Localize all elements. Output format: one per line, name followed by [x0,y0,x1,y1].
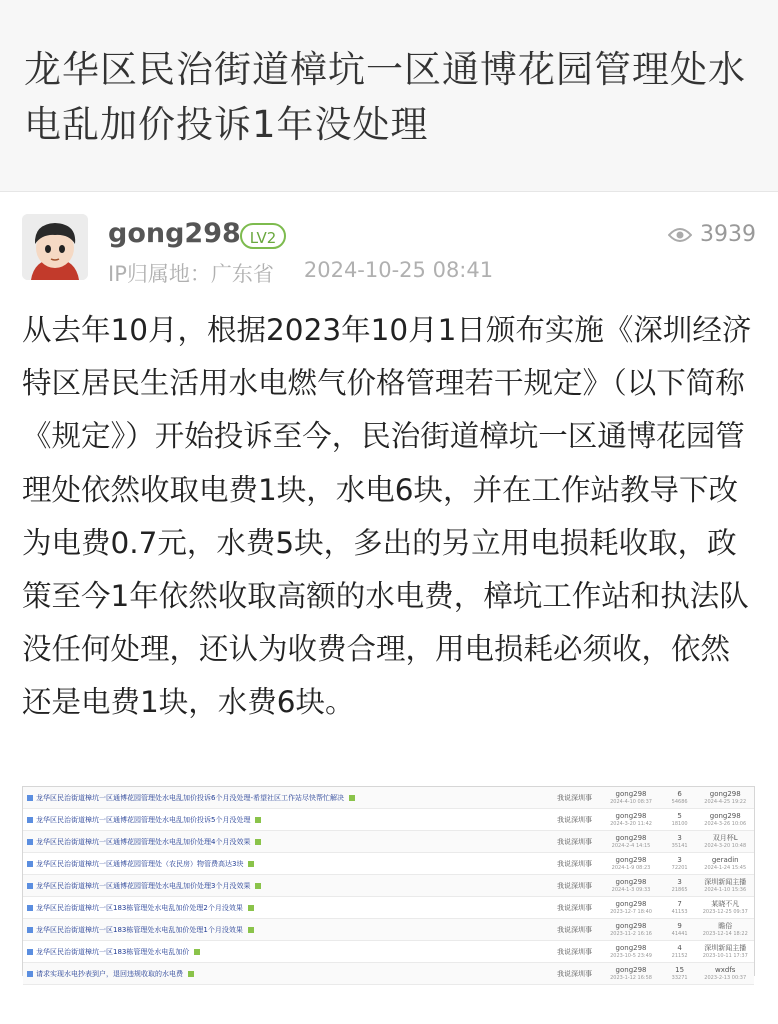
thread-last-post[interactable]: 双月杯L 2024-3-20 10:48 [704,833,747,849]
view-count [668,222,756,247]
thread-title-text[interactable]: 龙华区民治街道樟坑一区183栋管理处水电乱加价处理1个月没效果 [36,925,243,934]
thread-stats: 7 41153 [671,899,688,915]
username[interactable]: gong298 [108,218,241,249]
thread-last-post[interactable]: 深圳新闻主播 2024-1-10 15:36 [704,877,747,893]
avatar-cartoon-icon [22,214,88,280]
thread-title[interactable] [23,881,550,891]
image-attachment-icon [188,971,194,977]
thread-title[interactable] [23,925,550,935]
thread-author[interactable]: gong298 2024-1-3 09:33 [611,877,651,893]
thread-icon [27,971,33,977]
thread-stats: 3 21865 [671,877,688,893]
post-meta [108,258,493,288]
thread-last-post[interactable]: geradin 2024-1-24 15:45 [704,855,747,871]
thread-title[interactable] [23,859,550,869]
thread-row[interactable] [23,831,754,853]
image-attachment-icon [248,927,254,933]
thread-row[interactable] [23,963,754,985]
post-timestamp: 2024-10-25 08:41 [303,258,494,282]
thread-stats: 9 41441 [671,921,688,937]
thread-stats: 5 18100 [671,811,688,827]
thread-category[interactable]: 我说深圳事 [556,837,592,846]
thread-title-text[interactable]: 龙华区民治街道樟坑一区通博花园管理处（农民房）物管费高达3块 [36,859,244,868]
ip-location: IP归属地：广东省 [108,262,274,286]
image-attachment-icon [255,817,261,823]
image-attachment-icon [349,795,355,801]
thread-icon [27,883,33,889]
post-title: 龙华区民治街道樟坑一区通博花园管理处水电乱加价投诉1年没处理 [24,48,746,146]
thread-author[interactable]: gong298 2024-3-20 11:42 [610,811,652,827]
thread-category[interactable]: 我说深圳事 [556,925,592,934]
thread-title-text[interactable]: 龙华区民治街道樟坑一区183栋管理处水电乱加价处理2个月没效果 [36,903,243,912]
thread-title-text[interactable]: 龙华区民治街道樟坑一区通博花园管理处水电乱加价处理3个月没效果 [36,881,251,890]
thread-row[interactable] [23,809,754,831]
thread-title[interactable] [23,837,550,847]
embedded-thread-list-image[interactable] [22,786,755,981]
thread-stats: 3 35141 [671,833,688,849]
image-attachment-icon [248,905,254,911]
thread-stats: 4 21152 [671,943,688,959]
thread-row[interactable] [23,897,754,919]
thread-last-post[interactable]: gong298 2024-4-25 19:22 [704,789,747,805]
thread-category[interactable]: 我说深圳事 [556,903,592,912]
thread-icon [27,949,33,955]
thread-category[interactable]: 我说深圳事 [556,815,592,824]
thread-title-text[interactable]: 龙华区民治街道樟坑一区通博花园管理处水电乱加价处理4个月没效果 [36,837,251,846]
thread-title[interactable] [23,903,550,913]
thread-author[interactable]: gong298 2024-4-10 08:37 [610,789,652,805]
thread-stats: 3 72201 [671,855,688,871]
thread-icon [27,817,33,823]
view-count-value: 3939 [700,222,756,247]
image-attachment-icon [255,839,261,845]
thread-title[interactable] [23,947,550,957]
thread-last-post[interactable]: wxdfs 2023-2-13 00:37 [704,965,747,981]
thread-icon [27,905,33,911]
thread-category[interactable]: 我说深圳事 [556,859,592,868]
thread-author[interactable]: gong298 2024-2-4 14:15 [611,833,651,849]
thread-title-text[interactable]: 龙华区民治街道樟坑一区通博花园管理处水电乱加价投诉6个月没处理-希望社区工作站尽快帮忙解决 [36,793,344,802]
thread-title-text[interactable]: 龙华区民治街道樟坑一区183栋管理处水电乱加价 [36,947,190,956]
thread-title-text[interactable]: 龙华区民治街道樟坑一区通博花园管理处水电乱加价投诉5个月没处理 [36,815,251,824]
avatar[interactable] [22,214,88,280]
thread-author[interactable]: gong298 2024-1-9 08:23 [611,855,651,871]
thread-author[interactable]: gong298 2023-12-7 18:40 [610,899,652,915]
thread-row[interactable] [23,941,754,963]
level-badge: LV2 [240,223,286,249]
thread-last-post[interactable]: 深圳新闻主播 2023-10-11 17:37 [702,943,748,959]
thread-icon [27,839,33,845]
thread-title[interactable] [23,793,550,803]
thread-icon [27,861,33,867]
thread-category[interactable]: 我说深圳事 [556,881,592,890]
image-attachment-icon [248,861,254,867]
thread-row[interactable] [23,919,754,941]
eye-icon [668,227,692,243]
thread-category[interactable]: 我说深圳事 [556,969,592,978]
thread-title[interactable] [23,815,550,825]
thread-title-text[interactable]: 请求实现水电抄表到户，退回违规收取的水电费 [36,969,183,978]
thread-row[interactable] [23,853,754,875]
thread-list [23,787,754,985]
thread-stats: 6 54686 [671,789,688,805]
thread-icon [27,795,33,801]
thread-category[interactable]: 我说深圳事 [556,793,592,802]
post-content: 从去年10月，根据2023年10月1日颁布实施《深圳经济特区居民生活用水电燃气价格管理若干规定》（以下简称《规定》）开始投诉至今，民治街道樟坑一区通博花园管理处依然收取电费1块，水电6块，并在工作站教导下改为电费0.7元，水费5块，多出的另立用电损耗收取，政策至今1年依然收取高额的水电费，樟坑工作站和执法队没任何处理，还认为收费合理，用电损耗必须收，依然还是电费1块，水费6块。 [22,313,752,720]
thread-row[interactable] [23,875,754,897]
thread-author[interactable]: gong298 2023-10-5 23:49 [610,943,652,959]
image-attachment-icon [255,883,261,889]
thread-last-post[interactable]: 某晓不凡 2023-12-25 09:37 [702,899,748,915]
page-header [0,0,778,192]
image-attachment-icon [194,949,200,955]
thread-last-post[interactable]: gong298 2024-3-26 10:06 [704,811,747,827]
thread-last-post[interactable]: 瞻俗 2023-12-14 18:22 [702,921,748,937]
thread-author[interactable]: gong298 2023-1-12 16:58 [610,965,652,981]
thread-icon [27,927,33,933]
thread-author[interactable]: gong298 2023-11-2 16:16 [610,921,652,937]
thread-row[interactable] [23,787,754,809]
thread-category[interactable]: 我说深圳事 [556,947,592,956]
thread-title[interactable] [23,969,550,979]
thread-stats: 15 33271 [671,965,688,981]
